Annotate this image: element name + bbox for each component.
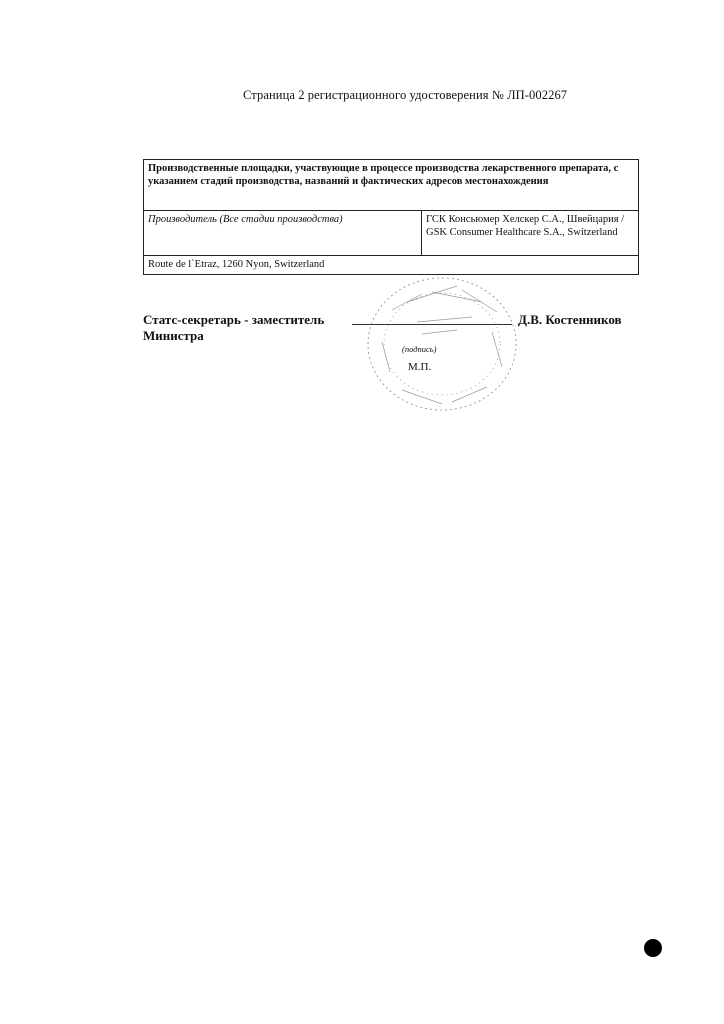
manufacturer-address-cell: Route de l`Etraz, 1260 Nyon, Switzerland — [144, 256, 639, 275]
page-header: Страница 2 регистрационного удостоверения № ЛП-002267 — [243, 88, 568, 102]
table-heading: Производственные площадки, участвующие в процессе производства лекарственного препарата, с указанием стадий производства, названий и фактических адресов местонахождения — [144, 160, 639, 211]
seal-placeholder-label: М.П. — [408, 361, 432, 373]
signature-caption: (подпись) — [402, 344, 437, 354]
signature-line — [352, 324, 512, 325]
table-row — [144, 211, 639, 256]
manufacturer-name-cell: ГСК Консьюмер Хелскер С.А., Швейцария / GSK Consumer Healthcare S.A., Switzerland — [422, 211, 639, 256]
signer-name: Д.В. Костенников — [518, 312, 622, 327]
production-sites-table — [143, 159, 639, 275]
official-seal-stamp — [362, 272, 522, 417]
page-marker-dot — [644, 939, 662, 957]
signer-position: Статс-секретарь - заместитель Министра — [143, 312, 325, 343]
production-stage-cell: Производитель (Все стадии производства) — [144, 211, 422, 256]
table-heading-row — [144, 160, 639, 211]
